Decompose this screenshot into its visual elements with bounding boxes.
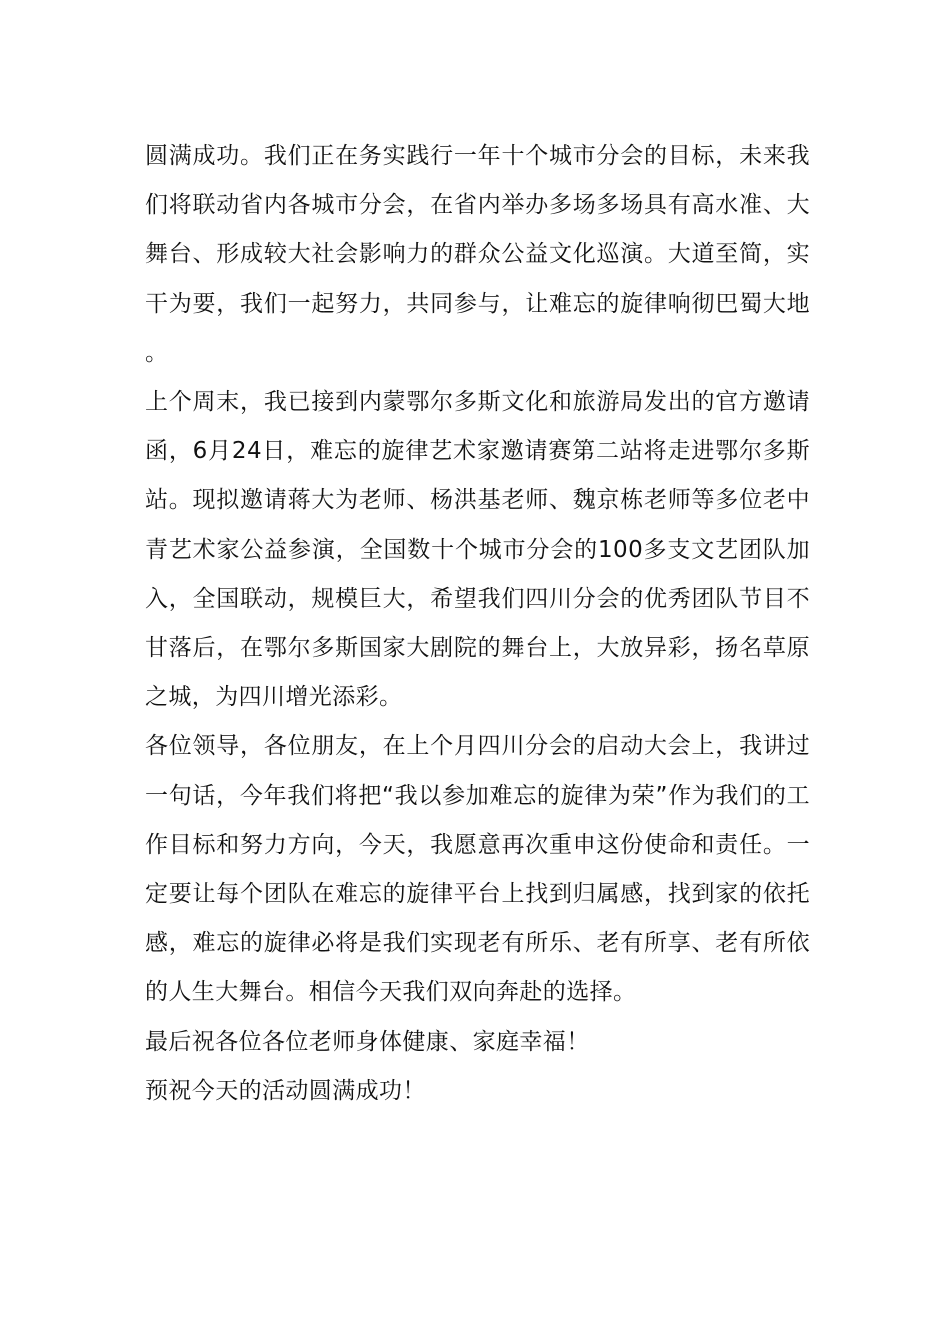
paragraph-5: 预祝今天的活动圆满成功！ (145, 1077, 426, 1104)
paragraph-3: 各位领导，各位朋友，在上个月四川分会的启动大会上，我讲过一句话，今年我们将把“我以参加难忘的旋律为荣”作为我们的工作目标和努力方向，今天，我愿意再次重申这份使命和责任。一定要让每个团队在难忘的旋律平台上找到归属感，找到家的依托感，难忘的旋律必将是我们实现老有所乐、老有所享、老有所依的人生大舞台。相信今天我们双向奔赴的选择。 (145, 733, 810, 1006)
paragraph-1: 圆满成功。我们正在务实践行一年十个城市分会的目标，未来我们将联动省内各城市分会，在省内举办多场多场具有高水准、大舞台、形成较大社会影响力的群众公益文化巡演。大道至简，实干为要，我们一起努力，共同参与，让难忘的旋律响彻巴蜀大地。 (145, 143, 810, 366)
paragraph-2: 上个周末，我已接到内蒙鄂尔多斯文化和旅游局发出的官方邀请函，6月24日，难忘的旋律艺术家邀请赛第二站将走进鄂尔多斯站。现拟邀请蒋大为老师、杨洪基老师、魏京栋老师等多位老中青艺术家公益参演，全国数十个城市分会的100多支文艺团队加入，全国联动，规模巨大，希望我们四川分会的优秀团队节目不甘落后，在鄂尔多斯国家大剧院的舞台上，大放异彩，扬名草原之城，为四川增光添彩。 (145, 389, 810, 711)
paragraph-4: 最后祝各位各位老师身体健康、家庭幸福！ (145, 1028, 590, 1055)
document-body (145, 132, 810, 1116)
